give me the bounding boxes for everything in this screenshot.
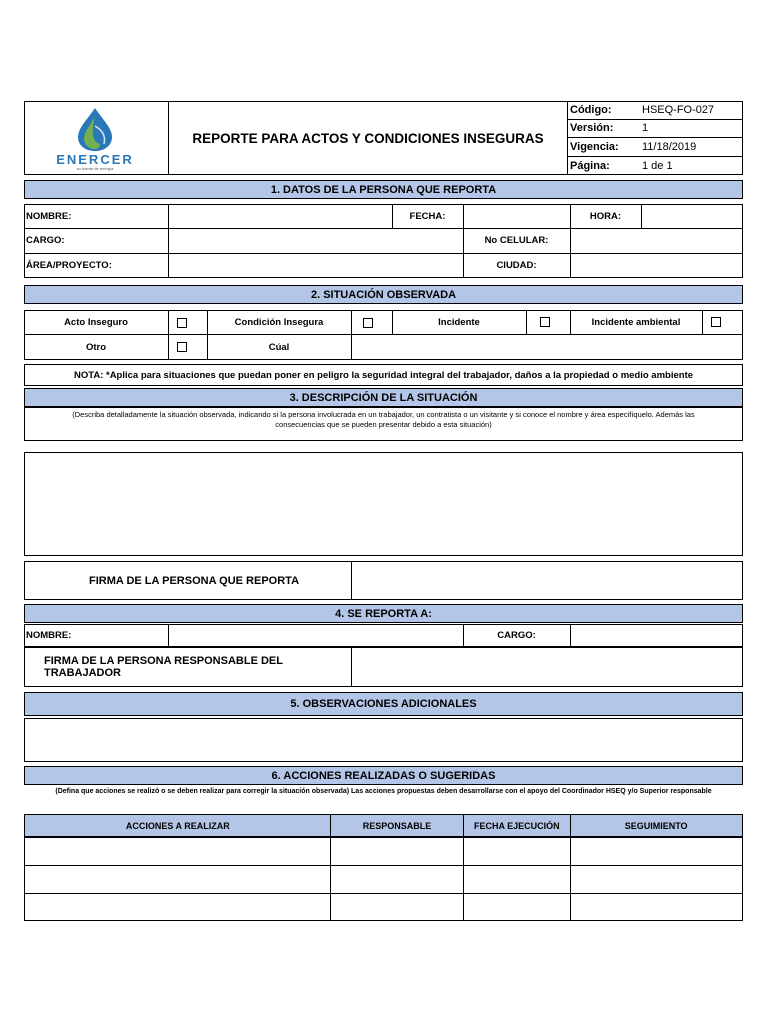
section-6-title: 6. ACCIONES REALIZADAS O SUGERIDAS bbox=[24, 766, 743, 785]
area-label: ÁREA/PROYECTO: bbox=[26, 260, 112, 271]
table-row[interactable] bbox=[25, 838, 742, 864]
nota: NOTA: *Aplica para situaciones que puedan poner en peligro la seguridad integral del trabajador, daños a la propiedad o medio ambiente bbox=[24, 364, 743, 386]
col-responsable: RESPONSABLE bbox=[362, 820, 432, 831]
col-seguimiento: SEGUIMIENTO bbox=[624, 820, 688, 831]
table-row[interactable] bbox=[25, 866, 742, 892]
firma-reporta-field[interactable] bbox=[352, 562, 742, 599]
area-field[interactable] bbox=[169, 254, 462, 277]
celular-field[interactable] bbox=[571, 229, 742, 252]
actions-table-header bbox=[24, 814, 743, 837]
meta-value: HSEQ-FO-027 bbox=[642, 104, 715, 116]
firma-reporta-label: FIRMA DE LA PERSONA QUE REPORTA bbox=[89, 574, 300, 587]
meta-row-pagina bbox=[570, 156, 740, 175]
celular-label: No CELULAR: bbox=[484, 235, 549, 246]
cual-label: Cúal bbox=[268, 341, 290, 353]
meta-label: Código: bbox=[570, 104, 612, 116]
meta-label: Página: bbox=[570, 159, 610, 172]
cargo-field[interactable] bbox=[169, 229, 462, 252]
meta-row-codigo bbox=[570, 101, 740, 119]
section-3-title: 3. DESCRIPCIÓN DE LA SITUACIÓN bbox=[24, 388, 743, 407]
ciudad-field[interactable] bbox=[571, 254, 742, 277]
logo-text: ENERCER bbox=[56, 152, 134, 167]
description-textarea[interactable] bbox=[24, 452, 743, 556]
meta-row-version bbox=[570, 119, 740, 137]
col-fecha: FECHA EJECUCIÓN bbox=[473, 820, 560, 831]
hora-label: HORA: bbox=[589, 210, 622, 222]
condicion-insegura-checkbox[interactable] bbox=[363, 318, 373, 328]
section-3-instructions: (Describa detalladamente la situación observada, indicando si la persona involucrada en un trabajador, un contratista o un visitante y si conoce el nombre y área especifíquelo. Además las consecuencias que se pueden presentar debido a esta situación) bbox=[24, 407, 743, 441]
otro-checkbox[interactable] bbox=[177, 342, 187, 352]
incidente-checkbox[interactable] bbox=[540, 317, 550, 327]
firma-responsable-field[interactable] bbox=[352, 648, 742, 686]
incidente-ambiental-label: Incidente ambiental bbox=[591, 316, 681, 328]
section-1-title: 1. DATOS DE LA PERSONA QUE REPORTA bbox=[24, 180, 743, 199]
incidente-label: Incidente bbox=[438, 316, 480, 328]
acto-inseguro-checkbox[interactable] bbox=[177, 318, 187, 328]
hora-field[interactable] bbox=[642, 205, 742, 227]
firma-responsable-label: FIRMA DE LA PERSONA RESPONSABLE DEL TRABAJADOR bbox=[44, 655, 283, 679]
nombre-field[interactable] bbox=[169, 205, 391, 227]
form-title: REPORTE PARA ACTOS Y CONDICIONES INSEGURAS bbox=[192, 130, 544, 146]
table-row[interactable] bbox=[25, 894, 742, 920]
logo-tagline: su fuente de energía bbox=[76, 166, 114, 171]
meta-label: Vigencia: bbox=[570, 140, 619, 153]
company-logo bbox=[40, 106, 150, 170]
drop-logo-icon bbox=[40, 106, 150, 152]
fecha-field[interactable] bbox=[464, 205, 569, 227]
acto-inseguro-label: Acto Inseguro bbox=[64, 316, 128, 328]
meta-value: 1 bbox=[642, 122, 649, 134]
section-6-instructions: (Defina que acciones se realizó o se deben realizar para corregir la situación observada) Las acciones propuestas deben desarrollarse con el apoyo del Coordinador HSEQ y/o Superior responsable bbox=[55, 788, 712, 795]
cual-field[interactable] bbox=[352, 335, 742, 359]
col-acciones: ACCIONES A REALIZAR bbox=[125, 820, 230, 831]
ciudad-label: CIUDAD: bbox=[496, 260, 537, 271]
meta-row-vigencia bbox=[570, 137, 740, 156]
condicion-insegura-label: Condición Insegura bbox=[234, 316, 324, 328]
reporta-nombre-field[interactable] bbox=[169, 625, 462, 646]
meta-value: 1 de 1 bbox=[642, 159, 673, 172]
meta-label: Versión: bbox=[570, 122, 614, 134]
otro-label: Otro bbox=[85, 341, 107, 353]
reporta-cargo-field[interactable] bbox=[571, 625, 742, 646]
section-4-title: 4. SE REPORTA A: bbox=[24, 604, 743, 623]
incidente-ambiental-checkbox[interactable] bbox=[711, 317, 721, 327]
fecha-label: FECHA: bbox=[409, 210, 446, 222]
nombre-label: NOMBRE: bbox=[26, 210, 72, 222]
reporta-nombre-label: NOMBRE: bbox=[26, 630, 72, 641]
reporta-cargo-label: CARGO: bbox=[497, 630, 536, 641]
observaciones-textarea[interactable] bbox=[24, 718, 743, 762]
meta-value: 11/18/2019 bbox=[642, 140, 697, 153]
section-5-title: 5. OBSERVACIONES ADICIONALES bbox=[24, 692, 743, 716]
cargo-label: CARGO: bbox=[26, 235, 65, 246]
section-2-title: 2. SITUACIÓN OBSERVADA bbox=[24, 285, 743, 304]
